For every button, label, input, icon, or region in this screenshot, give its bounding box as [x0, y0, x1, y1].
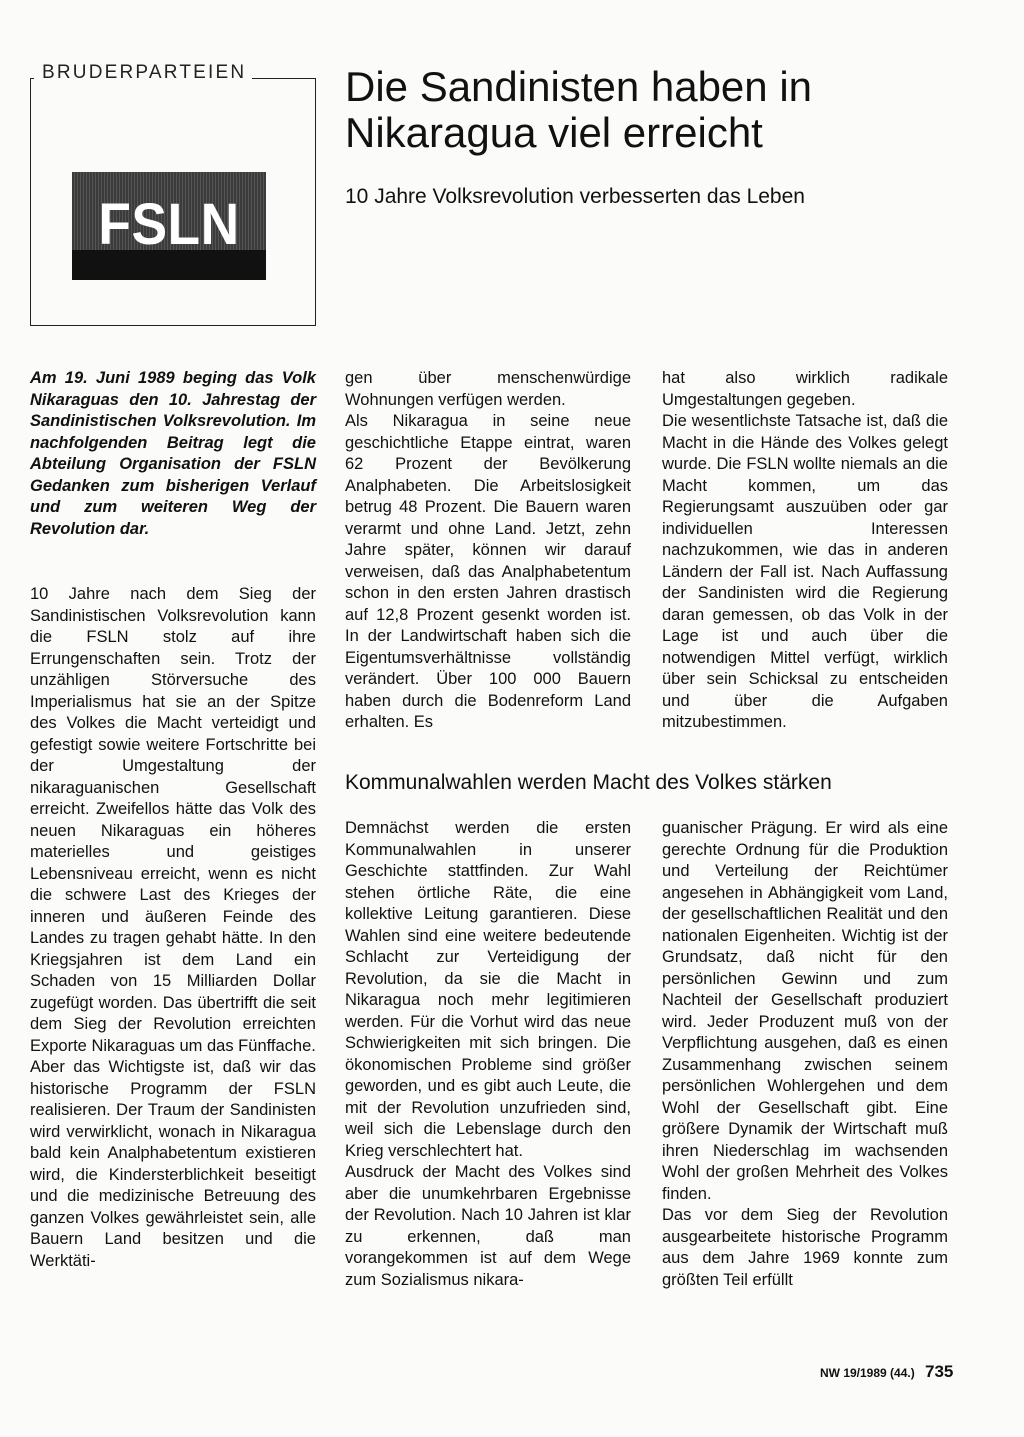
section-heading: Kommunalwahlen werden Macht des Volkes stärken	[345, 771, 832, 794]
fsln-logo-text: FSLN	[98, 192, 240, 257]
issue-reference: NW 19/1989 (44.)	[820, 1366, 915, 1380]
column-2-top	[345, 368, 631, 734]
body-paragraph: Als Nikaragua in seine neue geschichtliche Etappe eintrat, waren 62 Prozent der Bevölkerung Analphabeten. Die Arbeitslosigkeit betrug 48 Prozent. Die Bauern waren verarmt und ohne Land. Jetzt, zehn Jahre später, können wir darauf verweisen, daß das Analphabetentum schon in den ersten Jahren drastisch auf 12,8 Prozent gesenkt worden ist. In der Landwirtschaft haben sich die Eigentumsverhältnisse vollständig verändert. Über 100 000 Bauern haben durch die Bodenreform Land erhalten. Es	[345, 412, 631, 731]
body-paragraph: Die wesentlichste Tatsache ist, daß die Macht in die Hände des Volkes gelegt wurde. Die FSLN wollte niemals an die Macht kommen, um das Regierungsamt auszuüben oder gar individuellen Interessen nachzukommen, wie das in anderen Ländern der Fall ist. Nach Auffassung der Sandinisten wird die Regierung daran gemessen, ob das Volk in der Lage ist und auch über die notwendigen Mittel verfügt, wirklich über sein Schicksal zu entscheiden und über die Aufgaben mitzubestimmen.	[662, 412, 948, 731]
body-paragraph: Demnächst werden die ersten Kommunalwahlen in unserer Geschichte stattfinden. Zur Wahl stehen örtliche Räte, die eine kollektive Leitung garantieren. Diese Wahlen sind eine weitere bedeutende Schlacht zur Verteidigung der Revolution, da sie die Macht in Nikaragua noch mehr legitimieren werden. Für die Vorhut wird das neue Schwierigkeiten mit sich bringen. Die ökonomischen Probleme sind größer geworden, und es gibt auch Leute, die mit der Revolution unzufrieden sind, weil sich die Lebenslage durch den Krieg verschlechtert hat.	[345, 819, 631, 1160]
page-number: 735	[925, 1362, 954, 1381]
column-3-bottom	[662, 818, 948, 1291]
body-paragraph: 10 Jahre nach dem Sieg der Sandinistischen Volksrevolution kann die FSLN stolz auf ihre Errungenschaften sein. Trotz der unzähligen Störversuche des Imperialismus hat sie an der Spitze des Volkes die Macht verteidigt und gefestigt sowie weitere Fortschritte bei der Umgestaltung der nikaraguanischen Gesellschaft erreicht. Zweifellos hätte das Volk des neuen Nikaraguas ein höheres materielles und geistiges Lebensniveau erreicht, wenn es nicht die schwere Last des Krieges der inneren und äußeren Feinde des Landes zu tragen gehabt hätte. In den Kriegsjahren ist dem Land ein Schaden von 15 Milliarden Dollar zugefügt worden. Das übertrifft die seit dem Sieg der Revolution erreichten Exporte Nikaraguas um das Fünffache.	[30, 585, 316, 1055]
column-1	[30, 368, 316, 1272]
intro-paragraph: Am 19. Juni 1989 beging das Volk Nikaraguas den 10. Jahrestag der Sandinistischen Volksrevolution. Im nachfolgenden Beitrag legt die Abteilung Organisation der FSLN Gedanken zum bisherigen Verlauf und zum weiteren Weg der Revolution dar.	[30, 369, 316, 538]
column-2-bottom	[345, 818, 631, 1291]
body-paragraph: hat also wirklich radikale Umgestaltungen gegeben.	[662, 369, 948, 409]
section-label: BRUDERPARTEIEN	[34, 62, 252, 84]
article-subtitle: 10 Jahre Volksrevolution verbesserten das Leben	[345, 185, 805, 208]
body-paragraph: Das vor dem Sieg der Revolution ausgearbeitete historische Programm aus dem Jahre 1969 konnte zum größten Teil erfüllt	[662, 1206, 948, 1289]
body-paragraph: guanischer Prägung. Er wird als eine gerechte Ordnung für die Produktion und Verteilung der Reichtümer angesehen in Abhängigkeit vom Land, der gesellschaftlichen Realität und den nationalen Eigenheiten. Wichtig ist der Grundsatz, daß nicht für den persönlichen Gewinn und zum Nachteil der Gesellschaft produziert wird. Jeder Produzent muß von der Verpflichtung ausgehen, daß es einen Zusammenhang zwischen seinem persönlichen Wohlergehen und dem Wohl der Gesellschaft gibt. Eine größere Dynamik der Wirtschaft muß ihren Niederschlag im wachsenden Wohl der großen Mehrheit des Volkes finden.	[662, 819, 948, 1203]
body-paragraph: Aber das Wichtigste ist, daß wir das historische Programm der FSLN realisieren. Der Traum der Sandinisten wird verwirklicht, wonach in Nikaragua bald kein Analphabetentum existieren wird, die Kindersterblichkeit beseitigt und die medizinische Betreuung des ganzen Volkes gewährleistet sein, alle Bauern Land besitzen und die Werktäti-	[30, 1058, 316, 1270]
body-paragraph: Ausdruck der Macht des Volkes sind aber die unumkehrbaren Ergebnisse der Revolution. Nach 10 Jahren ist klar zu erkennen, daß man vorangekommen ist auf dem Wege zum Sozialismus nikara-	[345, 1163, 631, 1289]
article-title: Die Sandinisten haben in Nikaragua viel erreicht	[345, 63, 813, 156]
column-3-top	[662, 368, 948, 734]
body-paragraph: gen über menschenwürdige Wohnungen verfügen werden.	[345, 369, 631, 409]
